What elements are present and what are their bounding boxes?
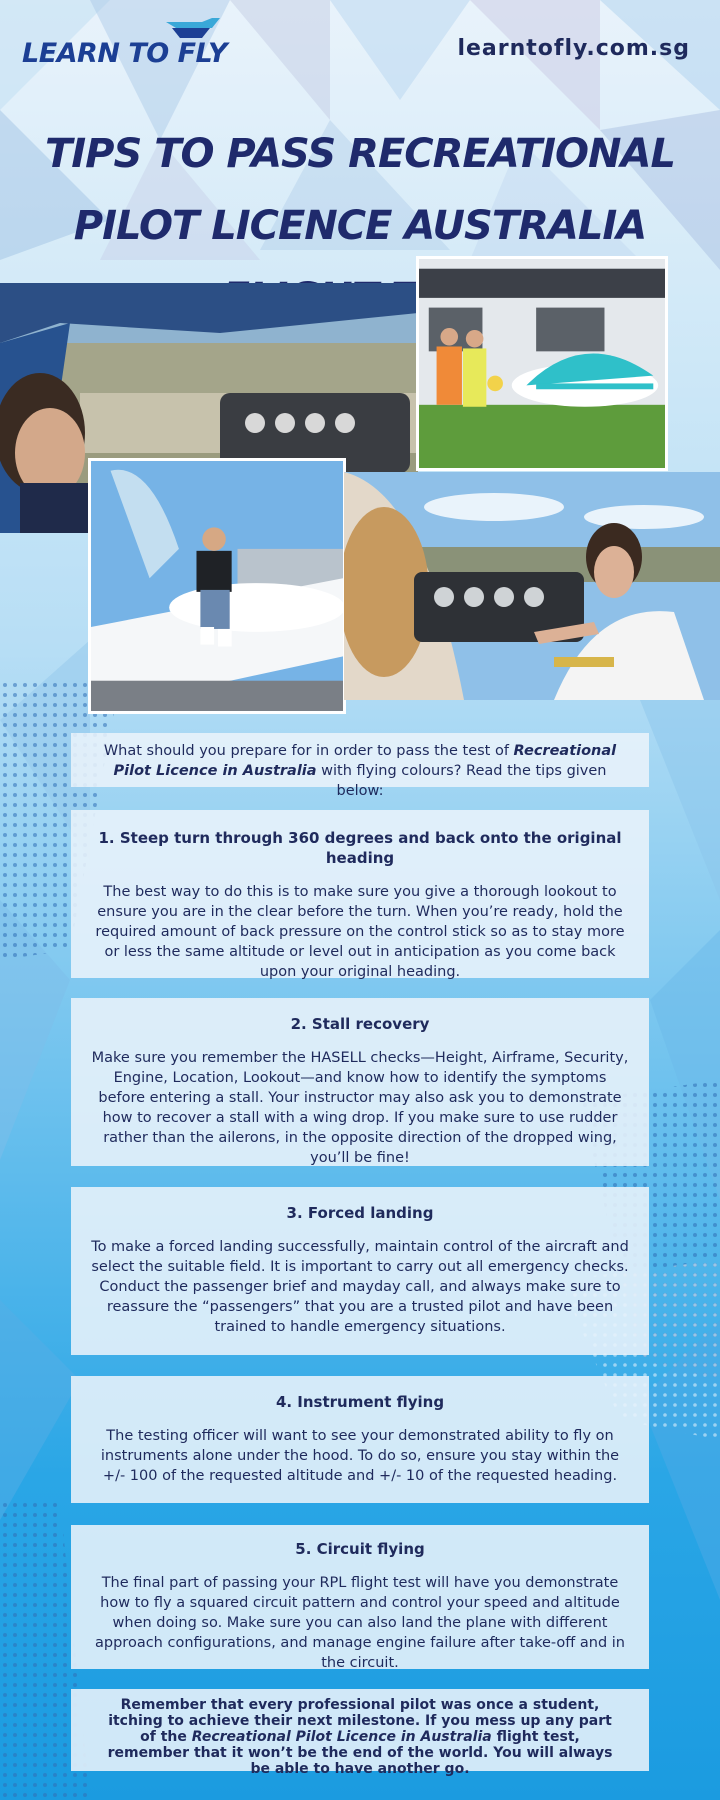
intro-emphasis: Recreational Pilot Licence in Australia [113, 743, 617, 779]
intro-text-after: with flying colours? Read the tips given below: [316, 763, 607, 799]
tip-card-stall-recovery [71, 998, 649, 1166]
tip-title: 5. Circuit flying [295, 1540, 425, 1558]
tip-title: 3. Forced landing [286, 1204, 434, 1222]
closing-text-before: Remember that every professional pilot was once a student, itching to achieve their next milestone. If you mess up any part of the [108, 1697, 612, 1745]
intro-text-before: What should you prepare for in order to pass the test of [103, 743, 514, 759]
logo-text: LEARN TO FLY [22, 38, 228, 69]
closing-emphasis: Recreational Pilot Licence in Australia [191, 1729, 492, 1745]
tip-body: The testing officer will want to see your demonstrated ability to fly on instruments alone under the hood. To do so, ensure you stay within the +/- 100 of the requested altitude and +/- 10 of the requested heading. [100, 1428, 620, 1484]
tip-title: 4. Instrument flying [275, 1393, 445, 1411]
learn-to-fly-logo[interactable] [22, 16, 232, 72]
intro-panel [71, 733, 649, 799]
tip-card-forced-landing [71, 1187, 649, 1355]
tip-body: To make a forced landing successfully, maintain control of the aircraft and select the suitable field. It is important to carry out all emergency checks. Conduct the passenger brief and mayday call, and always make sure to reassure the “passengers” that you are a trusted pilot and have been trained to handle emergency situations. [91, 1239, 629, 1335]
closing-panel [71, 1689, 649, 1777]
tip-title: 1. Steep turn through 360 degrees and back onto the original heading [98, 829, 622, 867]
tip-body: Make sure you remember the HASELL checks—Height, Airframe, Security, Engine, Location, Lookout—and know how to identify the symptoms before entering a stall. Your instructor may also ask you to demonstrate how to recover a stall with a wing drop. If you make sure to use rudder rather than the ailerons, in the opposite direction of the dropped wing, you’ll be fine! [91, 1050, 629, 1166]
closing-text-after: flight test, remember that it won’t be the end of the world. You will always be able to have another go. [107, 1729, 613, 1777]
site-url-link[interactable]: learntofly.com.sg [457, 36, 690, 61]
tip-body: The final part of passing your RPL flight test will have you demonstrate how to fly a squared circuit pattern and control your speed and altitude when doing so. Make sure you can also land the plane with different approach configurations, and manage engine failure after take-off and in the circuit. [95, 1575, 625, 1671]
tip-body: The best way to do this is to make sure you give a thorough lookout to ensure you are in the clear before the turn. When you’re ready, hold the required amount of back pressure on the control stick so as to stay more or less the same altitude or level out in anticipation as you come back upon your original heading. [95, 884, 625, 980]
tip-card-steep-turn [71, 810, 649, 978]
page-title: TIPS TO PASS RECREATIONAL PILOT LICENCE AUSTRALIA [45, 131, 675, 249]
pilots-with-aircraft-photo [416, 256, 668, 471]
tip-title: 2. Stall recovery [290, 1015, 430, 1033]
tip-card-circuit-flying [71, 1525, 649, 1669]
instructor-in-cockpit-photo [344, 472, 720, 700]
tip-card-instrument-flying [71, 1376, 649, 1503]
student-on-wing-photo [88, 458, 346, 714]
